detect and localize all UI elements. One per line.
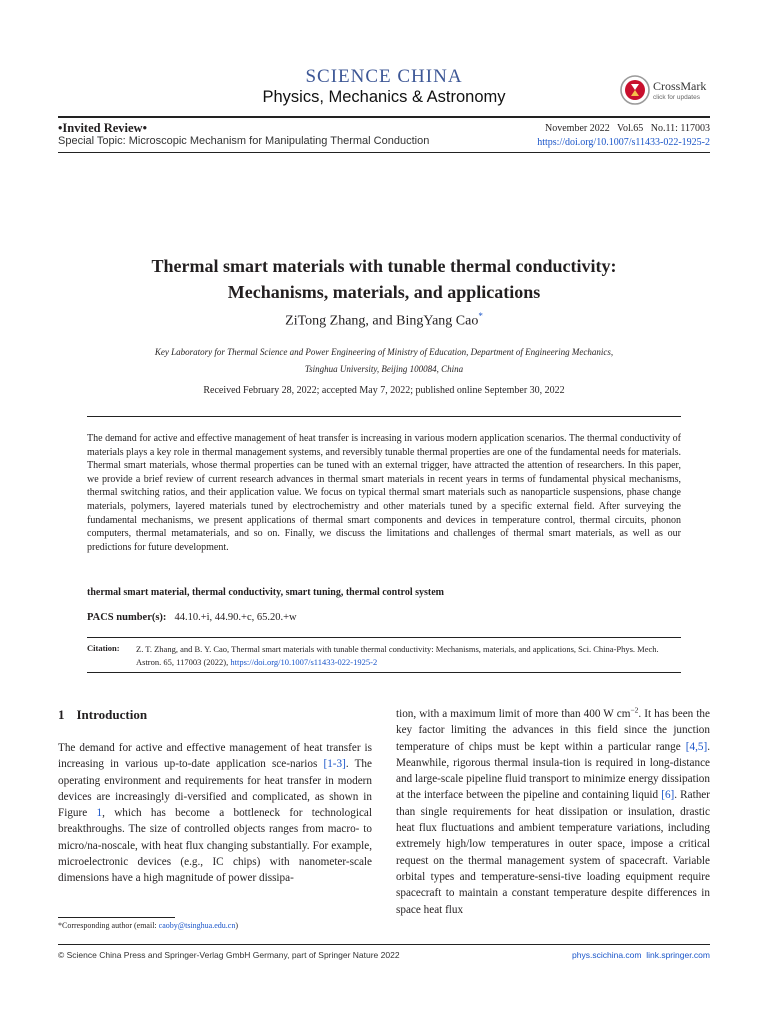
- citation: [136, 643, 681, 668]
- crossmark-title: CrossMark: [653, 79, 707, 93]
- body-column-left: [58, 740, 372, 887]
- abstract: The demand for active and effective management of heat transfer is increasing in various modern application scenarios. The thermal conductivity of materials plays a key role in thermal management systems, and reversibly tunable thermal properties are one of the fundamental needs for materials. Thermal smart materials, whose thermal properties can be tuned with an external trigger, have attracted the attention of researchers. In this paper, we provide a brief review of current research advances in thermal smart materials in recent years in terms of fundamental physical mechanisms, thermal switching ratios, and their application value. We focus on typical thermal smart materials such as nanoparticle suspensions, phase change materials, polymers, layered materials tuned by electrochemistry and other materials tuned by a specific external field. After surveying the fundamental mechanisms, we present applications of thermal smart components and devices in temperature control, thermal circuits, phonon computers, thermal metamaterials, and so on. Finally, we discuss the limitations and challenges of thermal smart materials, as well as our predictions for future development.: [87, 433, 681, 553]
- article-type: •Invited Review•: [58, 121, 147, 135]
- body-text: The demand for active and effective management of heat transfer is increasing in various up-to-date application sce-narios: [58, 742, 372, 771]
- reference-link[interactable]: [4,5]: [685, 740, 708, 753]
- reference-link[interactable]: [6]: [661, 789, 675, 802]
- footnote-end: ): [235, 921, 239, 930]
- affiliation: [90, 344, 678, 378]
- body-text: . Meanwhile, rigorous thermal insula-tion is required in long-distance and large-scale pipeline fluid transport to minimize energy dissipation at the interface between the pipeline and containing liquid: [396, 740, 710, 802]
- citation-text: Z. T. Zhang, and B. Y. Cao, Thermal smart materials with tunable thermal conductivity: Mechanisms, materials, and applications, Sci. China-Phys. Mech. Astron. 65, 117003 (2022),: [136, 644, 659, 667]
- title-line-1: Thermal smart materials with tunable thermal conductivity:: [151, 256, 617, 276]
- header-rule-bottom: [58, 152, 710, 153]
- title-line-2: Mechanisms, materials, and applications: [227, 282, 541, 302]
- footnote-rule: [58, 917, 175, 918]
- crossmark-icon: [620, 75, 650, 105]
- pacs-numbers: [87, 612, 297, 623]
- section-title: Introduction: [76, 707, 148, 722]
- citation-rule-bottom: [87, 672, 681, 673]
- author-names: ZiTong Zhang, and BingYang Cao: [285, 313, 479, 329]
- body-text: . It has been the key factor limiting the advances in this field since the junction temperature of chips must be kept within a particular range: [396, 708, 710, 753]
- citation-rule-top: [87, 637, 681, 638]
- affiliation-line-2: Tsinghua University, Beijing 100084, China: [304, 364, 464, 374]
- keywords: thermal smart material, thermal conductivity, smart tuning, thermal control system: [87, 587, 444, 598]
- affiliation-line-1: Key Laboratory for Thermal Science and Power Engineering of Ministry of Education, Department of Engineering Mechanics,: [154, 347, 614, 357]
- copyright-notice: © Science China Press and Springer-Verlag GmbH Germany, part of Springer Nature 2022: [58, 950, 400, 960]
- citation-doi-link[interactable]: https://doi.org/10.1007/s11433-022-1925-2: [230, 656, 378, 667]
- footer-rule: [58, 944, 710, 945]
- weblink-scichina[interactable]: phys.scichina.com: [572, 950, 642, 960]
- abstract-rule-top: [87, 416, 681, 417]
- doi-link[interactable]: https://doi.org/10.1007/s11433-022-1925-2: [537, 137, 710, 148]
- body-text: . Rather than single requirements for heat dissipation or insulation, drastic heat flux fluctuations and ambient temperature variations, including extremely high/low temperatures in outer space, impose a critical request on the thermal management system of spacecraft. Variable orbital types and temperature-sensi-tive loading equipment require spacecraft to maintain a constant temperature despite differences in space heat flux: [396, 789, 710, 916]
- superscript: −2: [630, 705, 639, 715]
- weblink-springer[interactable]: link.springer.com: [646, 950, 710, 960]
- body-text: , which has become a bottleneck for technological breakthroughs. The size of controlled objects ranges from macro- to micro/na-noscale, with heat flux changing substantially. For example, microelectronic devices (e.g., IC chips) with nanometer-scale dimensions have a high magnitude of power dissipa-: [58, 807, 372, 885]
- article-title: [0, 253, 768, 305]
- pacs-values: 44.10.+i, 44.90.+c, 65.20.+w: [174, 612, 297, 623]
- journal-weblinks: [572, 950, 710, 960]
- body-text: . The operating environment and requirements for heat transfer in modern devices are increasingly di-versified and complicated, as shown in Figure: [58, 758, 372, 820]
- corresponding-author-mark[interactable]: *: [478, 311, 483, 321]
- journal-subtitle: Physics, Mechanics & Astronomy: [262, 88, 506, 106]
- citation-label: Citation:: [87, 643, 120, 653]
- section-number: 1: [58, 707, 65, 722]
- journal-name: SCIENCE CHINA: [305, 66, 463, 87]
- section-heading: [58, 707, 147, 723]
- reference-link[interactable]: [1-3]: [323, 758, 346, 771]
- corresponding-author-footnote: [58, 921, 238, 930]
- header-rule-top: [58, 116, 710, 118]
- pacs-label: PACS number(s):: [87, 612, 167, 623]
- special-topic: Special Topic: Microscopic Mechanism for Manipulating Thermal Conduction: [58, 135, 430, 147]
- crossmark-badge[interactable]: [620, 74, 720, 108]
- figure-link[interactable]: 1: [96, 807, 103, 820]
- crossmark-subtitle: click for updates: [653, 94, 700, 101]
- author-email-link[interactable]: caoby@tsinghua.edu.cn: [158, 921, 236, 930]
- footnote-label: *Corresponding author (email:: [58, 921, 159, 930]
- author-list: [0, 311, 768, 330]
- body-text: tion, with a maximum limit of more than 400 W cm: [396, 708, 631, 720]
- body-column-right: [396, 706, 710, 918]
- publication-dates: Received February 28, 2022; accepted May 7, 2022; published online September 30, 2022: [203, 385, 565, 396]
- issue-info: November 2022 Vol.65 No.11: 117003: [545, 123, 710, 134]
